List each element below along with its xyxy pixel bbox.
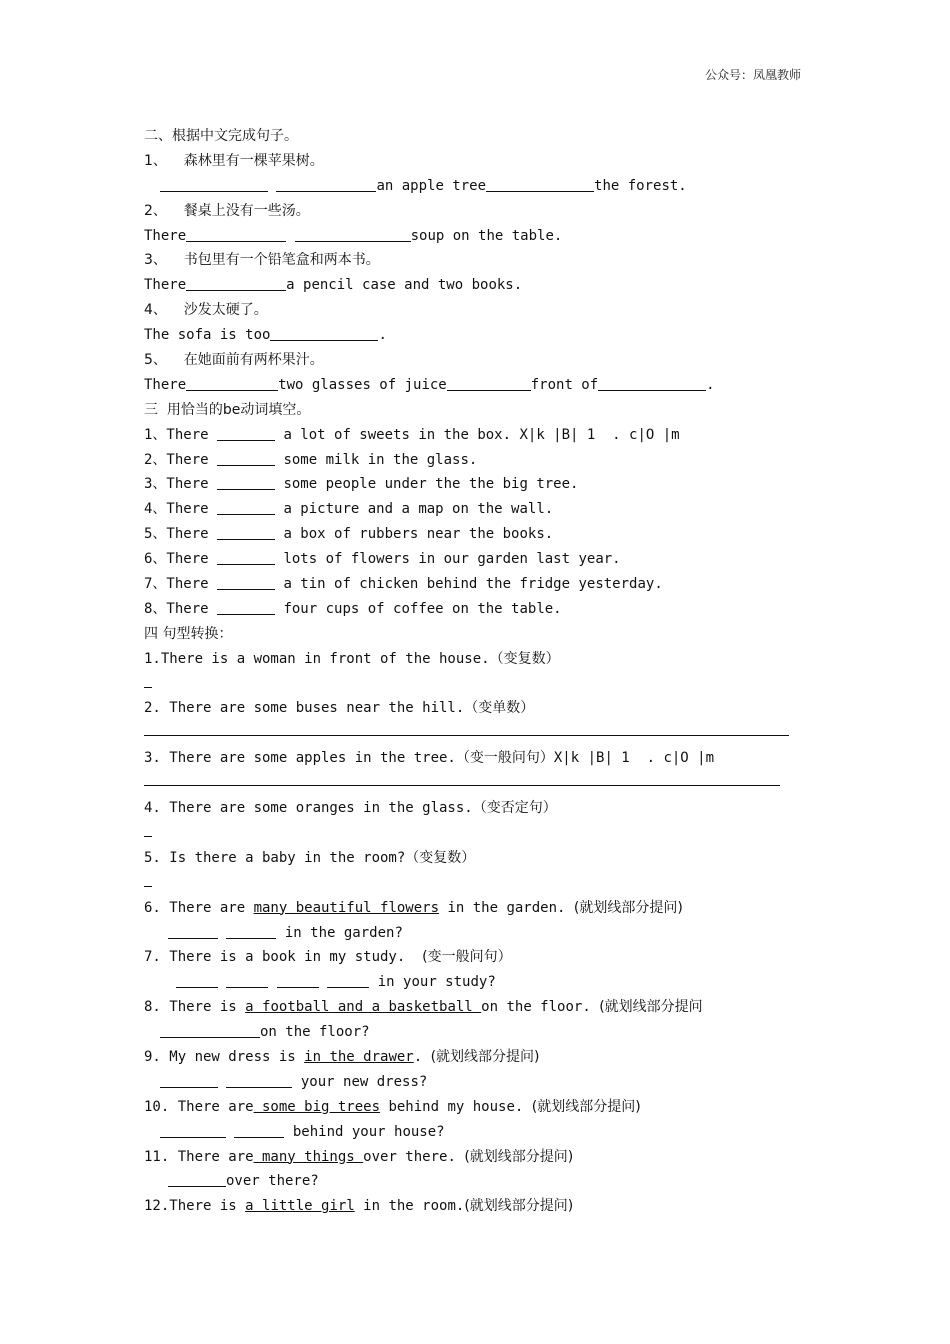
s4-q5-cn: （变复数） — [405, 849, 476, 866]
s3-item-rest: a picture and a map on the wall. — [283, 501, 554, 518]
s4-q11-cn: (就划线部分提问) — [464, 1148, 574, 1165]
s3-item — [144, 572, 824, 597]
s4-q2-answer[interactable] — [144, 721, 824, 746]
watermark: X|k |B| 1 . c|O |m — [553, 750, 715, 767]
s4-q10 — [144, 1095, 824, 1120]
underlined-phrase: a little girl — [245, 1198, 355, 1215]
answer-line[interactable] — [144, 735, 789, 736]
s2-q4-prompt — [144, 298, 824, 323]
s4-q5 — [144, 846, 824, 871]
s4-q8 — [144, 995, 824, 1020]
blank[interactable] — [327, 973, 369, 988]
s3-item-num: 6、There — [144, 551, 209, 568]
s4-q12-post: in the room. — [354, 1198, 465, 1215]
s3-item-rest: some people under the the big tree. — [283, 476, 579, 493]
s3-item — [144, 497, 824, 522]
s4-q7-en: 7. There is a book in my study. — [144, 949, 423, 966]
s3-item-num: 2、There — [144, 451, 209, 468]
blank[interactable] — [217, 525, 275, 540]
section2-title: 二、根据中文完成句子。 — [144, 128, 298, 144]
underlined-phrase: many beautiful flowers — [253, 899, 440, 916]
underlined-phrase: in the drawer — [304, 1048, 414, 1065]
s3-item — [144, 472, 824, 497]
blank[interactable] — [160, 1023, 260, 1038]
s4-q4 — [144, 796, 824, 821]
s2-q5-cn: 在她面前有两杯果汁。 — [183, 352, 324, 369]
s4-q1-answer[interactable] — [144, 672, 824, 697]
s4-q3-en: 3. There are some apples in the tree. — [144, 750, 456, 767]
s3-item-num: 1、There — [144, 426, 209, 443]
s4-q6-ans: in the garden? — [284, 924, 403, 941]
s3-item-rest: a lot of sweets in the box. — [283, 426, 512, 443]
s4-q6 — [144, 896, 824, 921]
s4-q12-pre: 12.There is — [144, 1198, 246, 1215]
s2-q2-t0: There — [144, 227, 187, 244]
section3-title: 三 用恰当的be动词填空。 — [144, 401, 311, 418]
s4-q7-answer — [144, 970, 824, 995]
blank[interactable] — [186, 276, 286, 291]
s4-q6-answer — [144, 921, 824, 946]
s2-q4-answer — [144, 323, 824, 348]
s4-q11-post: over there. — [363, 1148, 465, 1165]
s2-q5-t3: . — [706, 376, 715, 393]
s4-q7 — [144, 945, 824, 970]
s3-item — [144, 547, 824, 572]
s4-q10-pre: 10. There are — [144, 1098, 254, 1115]
blank[interactable] — [486, 177, 594, 192]
s2-q3-t1: a pencil case and two books. — [286, 277, 523, 294]
blank[interactable] — [217, 550, 275, 565]
underlined-phrase: a football and a basketball — [245, 999, 482, 1016]
blank[interactable] — [276, 177, 376, 192]
s4-q2-en: 2. There are some buses near the hill. — [144, 700, 465, 717]
s4-q7-cn-end: ） — [497, 949, 512, 966]
s4-q12-cn: (就划线部分提问) — [464, 1198, 574, 1215]
s3-item-rest: lots of flowers in our garden last year. — [283, 551, 621, 568]
s4-q6-pre: 6. There are — [144, 899, 254, 916]
s3-item — [144, 423, 824, 448]
s2-q4-t1: . — [378, 327, 387, 344]
blank[interactable] — [144, 824, 152, 837]
s4-q2 — [144, 696, 824, 721]
s4-q8-ans: on the floor? — [260, 1024, 370, 1041]
s2-q4-t0: The sofa is too — [144, 327, 271, 344]
s3-item-num: 5、There — [144, 526, 209, 543]
blank[interactable] — [217, 600, 275, 615]
s3-item-rest: some milk in the glass. — [283, 451, 478, 468]
s2-q5-num: 5、 — [144, 352, 167, 369]
s4-q8-answer — [144, 1020, 824, 1045]
blank[interactable] — [277, 973, 319, 988]
s3-item-rest: a box of rubbers near the books. — [283, 526, 554, 543]
s2-q3-answer — [144, 273, 824, 298]
blank[interactable] — [144, 675, 152, 688]
blank[interactable] — [168, 924, 218, 939]
s4-q8-pre: 8. There is — [144, 999, 246, 1016]
s3-item — [144, 522, 824, 547]
s4-q9-answer — [144, 1070, 824, 1095]
blank[interactable] — [447, 376, 531, 391]
blank[interactable] — [226, 924, 276, 939]
s4-q4-cn: （变否定句） — [472, 800, 557, 817]
s2-q3-cn: 书包里有一个铅笔盒和两本书。 — [183, 252, 380, 269]
s4-q3-cn: （变一般问句） — [455, 750, 554, 767]
s4-q11-pre: 11. There are — [144, 1148, 254, 1165]
s4-q8-cn: (就划线部分提问 — [599, 999, 703, 1016]
s4-q9-ans: your new dress? — [300, 1073, 428, 1090]
s3-item — [144, 597, 824, 622]
header-account: 公众号：凤凰教师 — [705, 68, 802, 82]
s2-q2-answer — [144, 224, 824, 249]
s2-q2-num: 2、 — [144, 202, 167, 219]
blank[interactable] — [217, 451, 275, 466]
section4-title: 四 句型转换： — [144, 625, 233, 642]
s2-q5-t0: There — [144, 376, 187, 393]
s4-q9-pre: 9. My new dress is — [144, 1048, 305, 1065]
s2-q1-t1: an apple tree — [376, 177, 487, 194]
s2-q5-prompt — [144, 348, 824, 373]
s4-q5-answer[interactable] — [144, 871, 824, 896]
s3-item-num: 7、There — [144, 576, 209, 593]
s4-q4-answer[interactable] — [144, 821, 824, 846]
blank[interactable] — [144, 874, 152, 887]
s2-q2-prompt — [144, 199, 824, 224]
blank[interactable] — [160, 1123, 226, 1138]
s4-q6-post: in the garden. — [439, 899, 574, 916]
answer-line[interactable] — [144, 785, 780, 786]
s4-q11 — [144, 1145, 824, 1170]
blank[interactable] — [176, 973, 218, 988]
underlined-phrase: many things — [253, 1148, 364, 1165]
s2-q3-prompt — [144, 248, 824, 273]
blank[interactable] — [270, 326, 378, 341]
s4-q4-en: 4. There are some oranges in the glass. — [144, 800, 473, 817]
s4-q10-cn: (就划线部分提问) — [531, 1098, 641, 1115]
blank[interactable] — [217, 575, 275, 590]
s4-q2-cn: （变单数） — [464, 700, 535, 717]
s4-q9-post: . — [413, 1048, 431, 1065]
blank[interactable] — [217, 475, 275, 490]
s3-item-rest: a tin of chicken behind the fridge yesterday. — [283, 576, 663, 593]
s2-q4-cn: 沙发太硬了。 — [183, 302, 268, 319]
blank[interactable] — [226, 1073, 292, 1088]
s4-q10-post: behind my house. — [380, 1098, 532, 1115]
s2-q1-t2: the forest. — [594, 177, 687, 194]
blank[interactable] — [217, 500, 275, 515]
blank[interactable] — [226, 973, 268, 988]
s4-q3-answer[interactable] — [144, 771, 824, 796]
s2-q5-answer — [144, 373, 824, 398]
s3-item-num: 4、There — [144, 501, 209, 518]
s4-q8-post: on the floor. — [481, 999, 600, 1016]
blank[interactable] — [160, 177, 268, 192]
s4-q9 — [144, 1045, 824, 1070]
s2-q1-cn: 森林里有一棵苹果树。 — [183, 152, 324, 169]
s4-q3 — [144, 746, 824, 771]
s4-q1-cn: （变复数） — [489, 650, 560, 667]
s4-q1-en: 1.There is a woman in front of the house. — [144, 650, 490, 667]
s4-q12 — [144, 1194, 824, 1219]
worksheet — [144, 124, 824, 1219]
s2-q3-num: 3、 — [144, 252, 167, 269]
s4-q11-answer — [144, 1169, 824, 1194]
blank[interactable] — [186, 376, 278, 391]
s2-q1-prompt — [144, 149, 824, 174]
s4-q5-en: 5. Is there a baby in the room? — [144, 849, 406, 866]
blank[interactable] — [234, 1123, 284, 1138]
s3-item-num: 3、There — [144, 476, 209, 493]
s2-q2-cn: 餐桌上没有一些汤。 — [183, 202, 310, 219]
blank[interactable] — [295, 227, 411, 242]
s2-q1-answer — [144, 174, 824, 199]
s4-q1 — [144, 647, 824, 672]
underlined-phrase: some big trees — [253, 1098, 381, 1115]
blank[interactable] — [168, 1172, 226, 1187]
watermark: X|k |B| 1 . c|O |m — [519, 426, 680, 443]
s4-q10-answer — [144, 1120, 824, 1145]
s4-q6-cn: (就划线部分提问) — [573, 899, 683, 916]
blank[interactable] — [186, 227, 286, 242]
s2-q2-t1: soup on the table. — [410, 227, 563, 244]
s4-q11-ans: over there? — [226, 1173, 319, 1190]
blank[interactable] — [160, 1073, 218, 1088]
s4-q10-ans: behind your house? — [292, 1123, 445, 1140]
s2-q4-num: 4、 — [144, 302, 167, 319]
s4-q7-ans: in your study? — [377, 974, 496, 991]
s2-q3-t0: There — [144, 277, 187, 294]
s4-q7-cn: (变一般问句 — [422, 949, 498, 966]
s3-item-rest: four cups of coffee on the table. — [283, 600, 562, 617]
s2-q1-num: 1、 — [144, 152, 167, 169]
s4-q9-cn: (就划线部分提问) — [430, 1048, 540, 1065]
blank[interactable] — [598, 376, 706, 391]
s2-q5-t2: front of — [530, 376, 599, 393]
s3-item — [144, 448, 824, 473]
s3-item-num: 8、There — [144, 600, 209, 617]
blank[interactable] — [217, 426, 275, 441]
s2-q5-t1: two glasses of juice — [278, 376, 447, 393]
